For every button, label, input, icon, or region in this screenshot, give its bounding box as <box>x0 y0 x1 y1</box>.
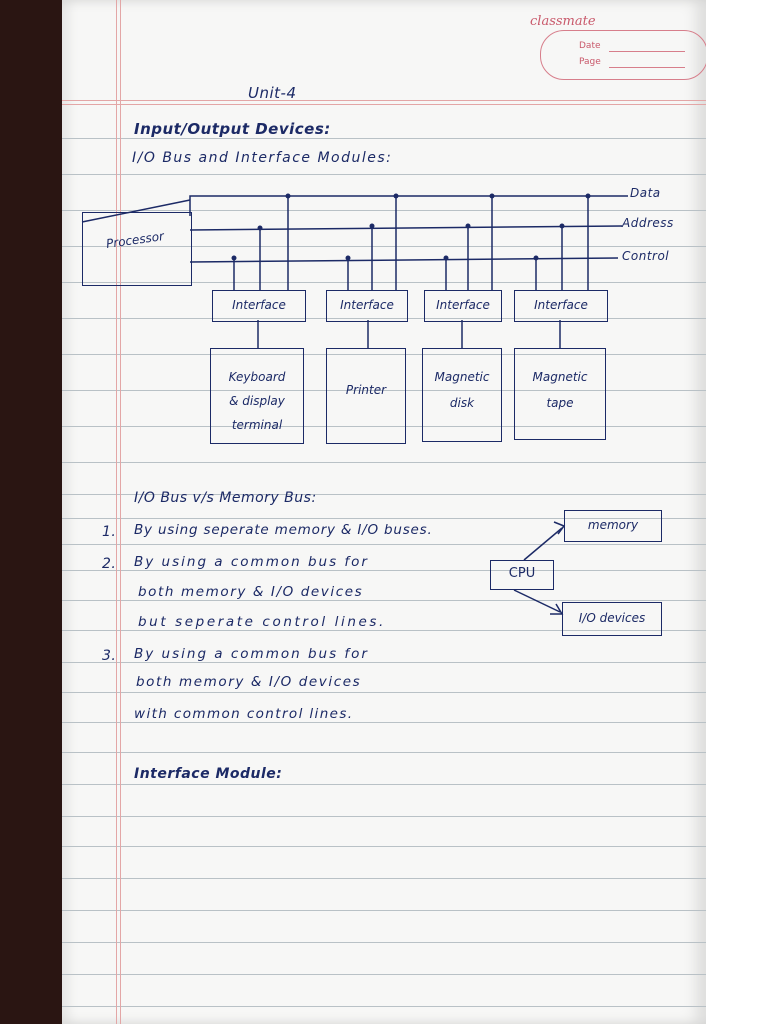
item-number-3: 3. <box>102 648 117 664</box>
interface-label-3: Interface <box>436 298 490 312</box>
item-1-line-1: By using seperate memory & I/O buses. <box>134 522 433 538</box>
memory-label: memory <box>587 518 639 532</box>
page-title: Unit-4 <box>248 84 297 102</box>
item-2-line-2: both memory & I/O devices <box>138 584 364 600</box>
magnetic-disk-label-1: Magnetic <box>434 370 490 384</box>
notebook-page <box>62 0 706 1024</box>
interface-label-4: Interface <box>534 298 588 312</box>
interface-label-2: Interface <box>340 298 394 312</box>
bus-diagram-lines <box>62 0 706 1024</box>
item-3-line-1: By using a common bus for <box>134 646 369 662</box>
brand-logo: classmate <box>530 14 596 29</box>
cpu-label: CPU <box>508 566 536 581</box>
display-label: & display <box>229 394 285 408</box>
magnetic-disk-label-2: disk <box>449 396 475 410</box>
item-3-line-3: with common control lines. <box>134 706 354 722</box>
io-devices-label: I/O devices <box>578 611 646 625</box>
interface-label-1: Interface <box>232 298 286 312</box>
printer-label: Printer <box>345 383 387 397</box>
keyboard-label: Keyboard <box>228 370 286 384</box>
control-bus-label: Control <box>622 249 670 263</box>
heading-input-output: Input/Output Devices: <box>134 120 331 138</box>
data-bus-label: Data <box>630 186 661 200</box>
page-label: Page <box>579 57 601 67</box>
heading-interface-module: Interface Module: <box>134 766 283 782</box>
item-2-line-3: but seperate control lines. <box>138 614 386 630</box>
magnetic-tape-label-1: Magnetic <box>532 370 588 384</box>
item-number-1: 1. <box>102 524 117 540</box>
magnetic-tape-label-2: tape <box>546 396 574 410</box>
item-3-line-2: both memory & I/O devices <box>136 674 362 690</box>
address-bus-label: Address <box>622 216 674 230</box>
processor-label: Processor <box>105 229 165 251</box>
item-2-line-1: By using a common bus for <box>134 554 369 570</box>
date-label: Date <box>579 41 601 51</box>
heading-io-bus: I/O Bus and Interface Modules: <box>132 150 393 166</box>
page-edge <box>706 0 768 1024</box>
item-number-2: 2. <box>102 556 117 572</box>
heading-io-vs-memory: I/O Bus v/s Memory Bus: <box>134 490 317 506</box>
terminal-label: terminal <box>231 418 283 432</box>
